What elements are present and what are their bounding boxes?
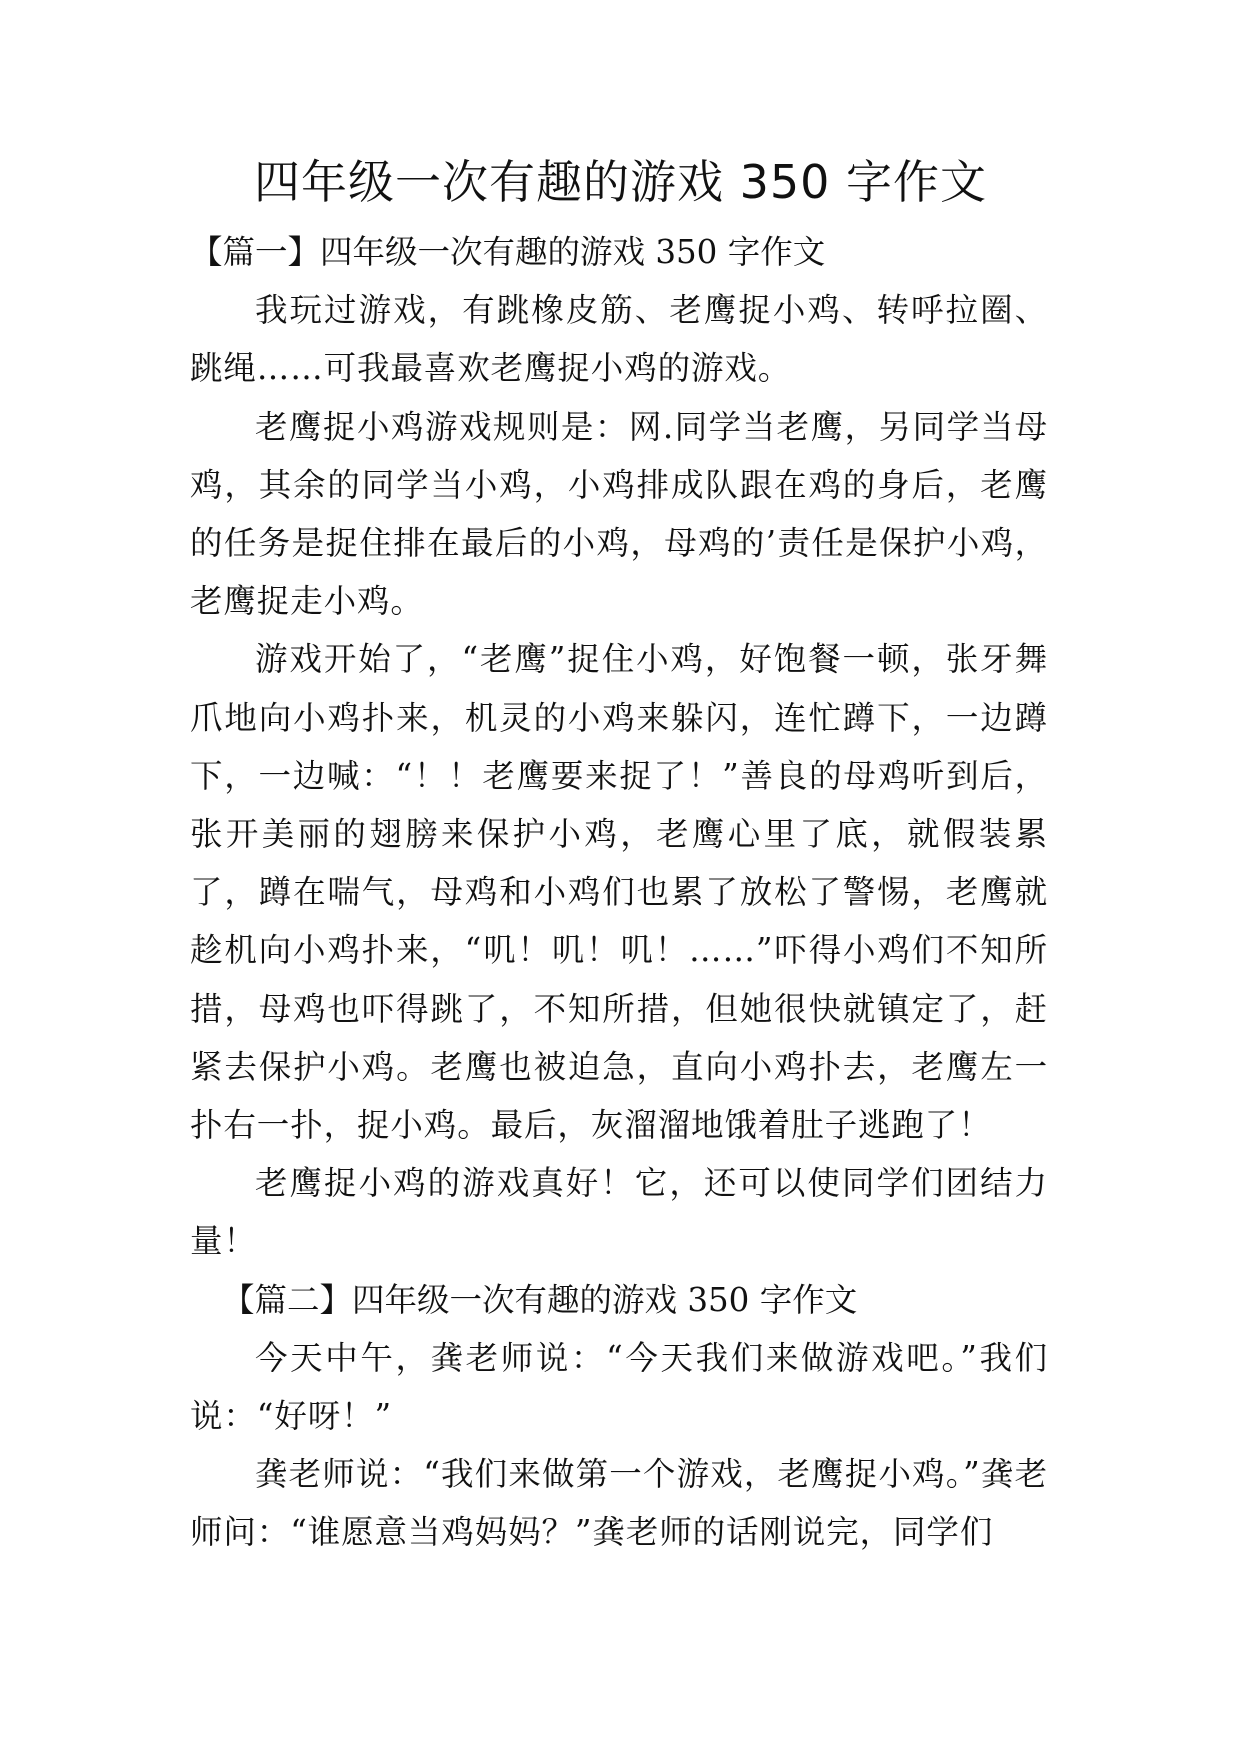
paragraph: 游戏开始了，“老鹰”捉住小鸡，好饱餐一顿，张牙舞爪地向小鸡扑来，机灵的小鸡来躲闪，连忙蹲下，一边蹲下，一边喊：“！！老鹰要来捉了！”善良的母鸡听到后，张开美丽的翅膀来保护小鸡，老鹰心里了底，就假装累了，蹲在喘气，母鸡和小鸡们也累了放松了警惕，老鹰就趁机向小鸡扑来，“叽！叽！叽！……”吓得小鸡们不知所措，母鸡也吓得跳了，不知所措，但她很快就镇定了，赶紧去保护小鸡。老鹰也被迫急，直向小鸡扑去，老鹰左一扑右一扑，捉小鸡。最后，灰溜溜地饿着肚子逃跑了！ [190,640,1048,1145]
paragraph: 老鹰捉小鸡的游戏真好！它，还可以使同学们团结力量！ [190,1164,1048,1261]
paragraph: 今天中午，龚老师说：“今天我们来做游戏吧。”我们说：“好呀！” [190,1338,1048,1436]
paragraph: 我玩过游戏，有跳橡皮筋、老鹰捉小鸡、转呼拉圈、跳绳……可我最喜欢老鹰捉小鸡的游戏。 [190,291,1048,388]
paragraph: 龚老师说：“我们来做第一个游戏，老鹰捉小鸡。”龚老师问：“谁愿意当鸡妈妈？”龚老师的话刚说完，同学们 [190,1455,1048,1552]
section-heading-2: 【篇二】四年级一次有趣的游戏 350 字作文 [222,1280,858,1319]
paragraph: 老鹰捉小鸡游戏规则是：网.同学当老鹰，另同学当母鸡，其余的同学当小鸡，小鸡排成队跟在鸡的身后，老鹰的任务是捉住排在最后的小鸡，母鸡的’责任是保护小鸡，老鹰捉走小鸡。 [190,407,1048,621]
document-body [190,223,1048,1562]
section-heading-1: 【篇一】四年级一次有趣的游戏 350 字作文 [190,233,826,271]
document-title: 四年级一次有趣的游戏 350 字作文 [253,155,988,209]
